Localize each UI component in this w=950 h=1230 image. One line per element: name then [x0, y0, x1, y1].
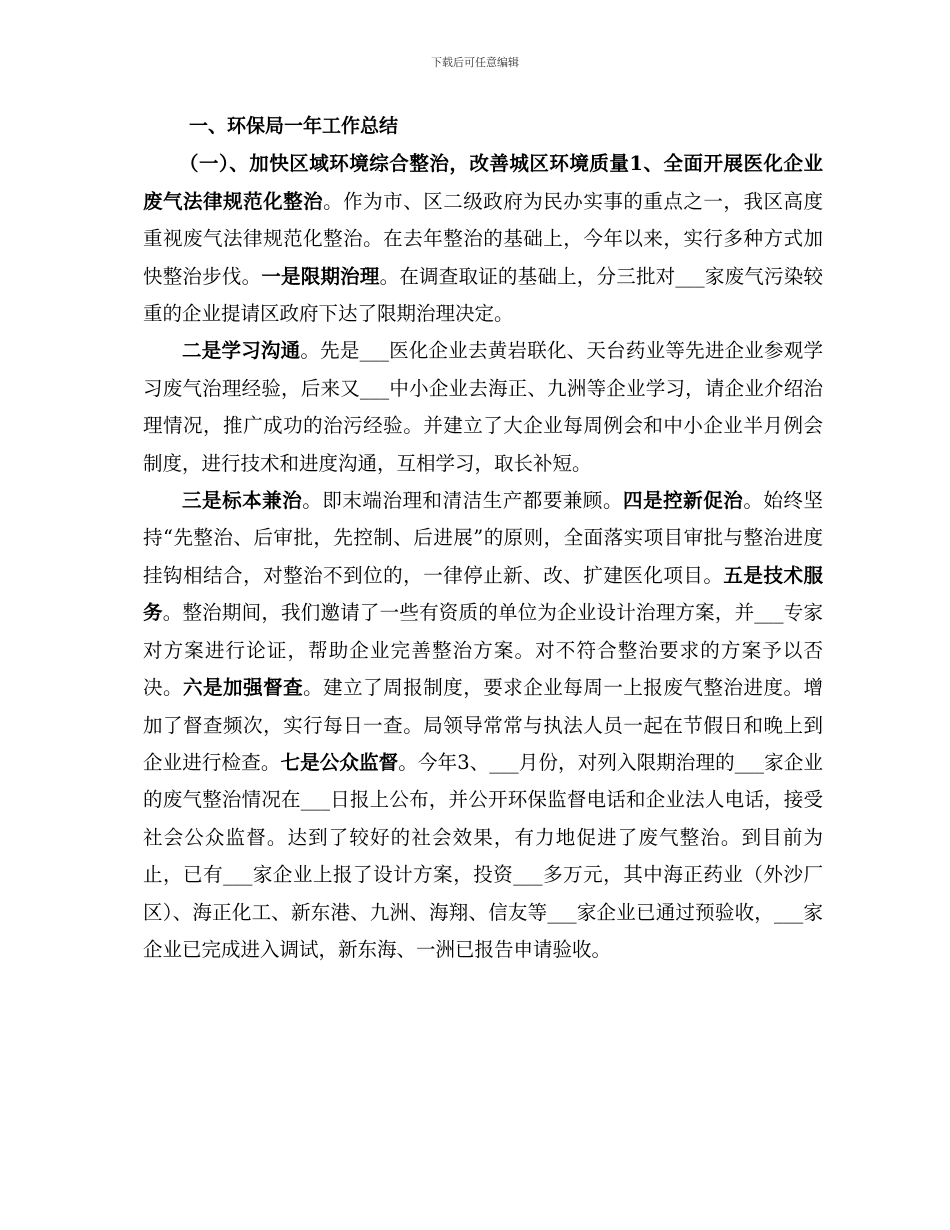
page-header-note: 下载后可任意编辑 — [431, 56, 519, 69]
paragraph-text: 。建立了周报制度，要求企业每周一上报废气整治进度。增加了督查频次，实行每日一查。局领导常常与执法人员一起在节假日和晚上到企业进行检查。 — [143, 676, 823, 774]
paragraph-3 — [143, 482, 823, 968]
paragraph-text: 。在调查取证的基础上，分三批对___家废气污染较重的企业提请区政府下达了限期治理决定。 — [143, 264, 823, 326]
section-title: 一、环保局一年工作总结 — [189, 115, 399, 137]
paragraph-1 — [143, 145, 823, 332]
point-heading-4: 四是控新促治 — [623, 489, 744, 513]
paragraph-text: 。先是___医化企业去黄岩联化、天台药业等先进企业参观学习废气治理经验，后来又___中小企业去海正、九洲等企业学习，请企业介绍治理情况，推广成功的治污经验。并建立了大企业每周例会和中小企业半月例会制度，进行技术和进度沟通，互相学习，取长补短。 — [143, 339, 823, 475]
point-heading-3: 三是标本兼治 — [182, 489, 303, 513]
lead-heading: （一）、加快区域环境综合整治，改善城区环境质量1、全面开展医化企业废气法律规范化整治 — [143, 152, 823, 213]
point-heading-6: 六是加强督查 — [183, 676, 304, 700]
point-heading-5: 五是技术服务 — [143, 563, 823, 625]
paragraph-text: 。始终坚持“先整治、后审批，先控制、后进展”的原则，全面落实项目审批与整治进度挂钩相结合，对整治不到位的，一律停止新、改、扩建医化项目。 — [143, 489, 823, 587]
paragraph-text: 。即末端治理和清洁生产都要兼顾。 — [302, 489, 624, 513]
paragraph-text: 。整治期间，我们邀请了一些有资质的单位为企业设计治理方案，并___专家对方案进行论证，帮助企业完善整治方案。对不符合整治要求的方案予以否决。 — [143, 601, 823, 700]
paragraph-text: 。作为市、区二级政府为民办实事的重点之一，我区高度重视废气法律规范化整治。在去年整治的基础上，今年以来，实行多种方式加快整治步伐。 — [143, 189, 823, 288]
paragraph-2 — [143, 332, 823, 482]
document-body — [143, 108, 823, 968]
paragraph-text: 。今年3、___月份，对列入限期治理的___家企业的废气整治情况在___日报上公布，并公开环保监督电话和企业法人电话，接受社会公众监督。达到了较好的社会效果，有力地促进了废气整治。到目前为止，已有___家企业上报了设计方案，投资___多万元，其中海正药业（外沙厂区）、海正化工、新东港、九洲、海翔、信友等___家企业已通过预验收，___家企业已完成进入调试，新东海、一洲已报告申请验收。 — [143, 750, 823, 961]
point-heading-1: 一是限期治理 — [261, 264, 380, 288]
point-heading-7: 七是公众监督 — [280, 750, 399, 774]
point-heading-2: 二是学习沟通 — [182, 339, 301, 363]
